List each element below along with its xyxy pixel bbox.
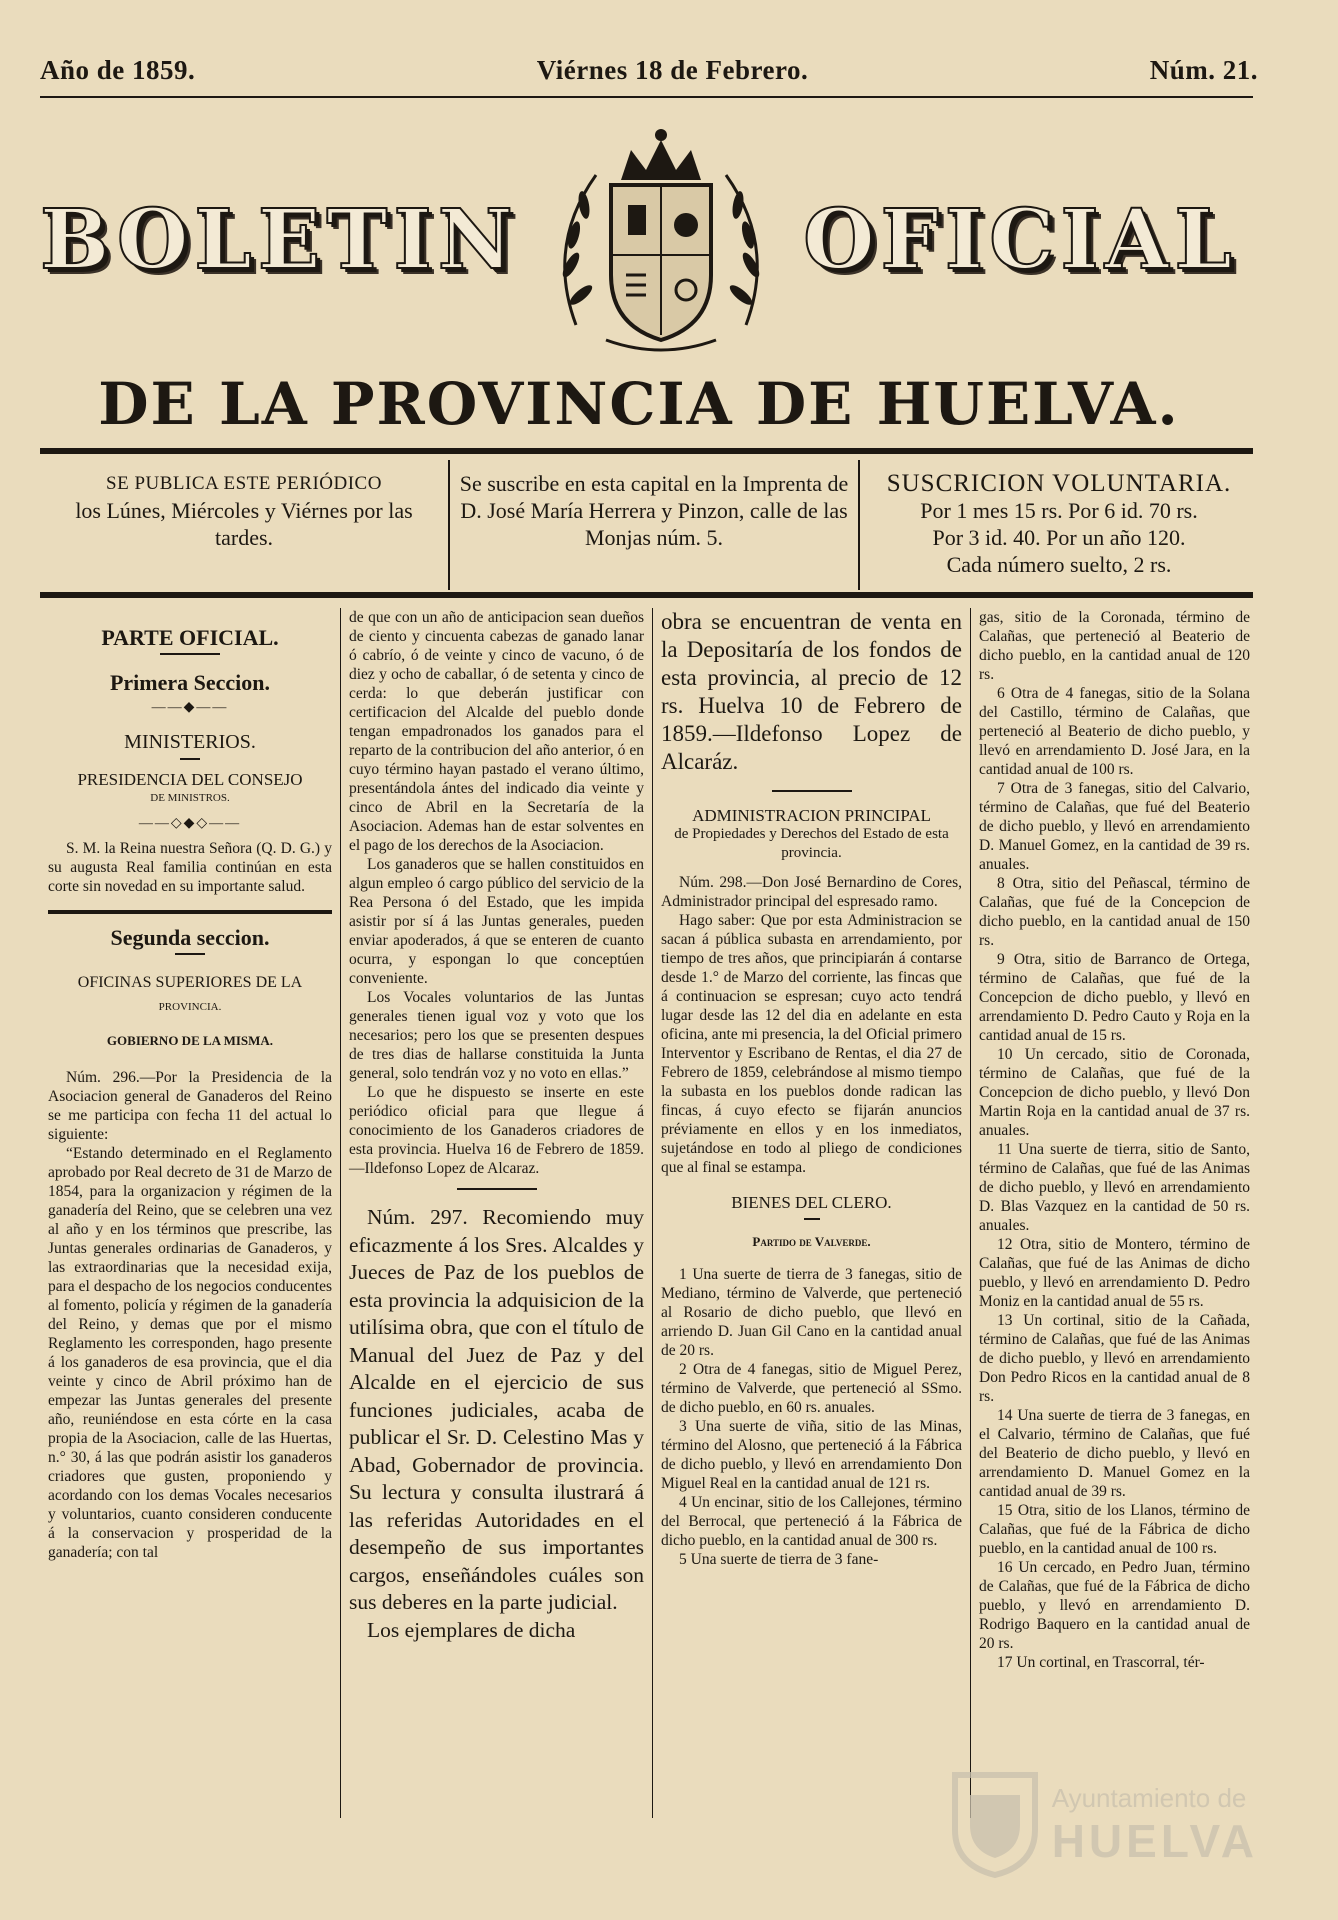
- column-2: [340, 608, 652, 1818]
- notice-296-text: “Estando determinado en el Reglamento aprobado por Real decreto de 31 de Marzo de 1854, para la organizacion y régimen de la ganadería del Reino, que se celebren una vez al año y en los términos que prescribe, las Juntas generales ordinarias de Ganaderos, y las extraordinarias que la necesidad exija, para el despacho de los negocios conducentes al fomento, policía y régimen de la ganadería del Reino, y demas que por el mismo Reglamento les corresponden, hago presente á los ganaderos de esa provincia, que el dia veinte y cinco de Abril próximo han de empezar las Juntas generales del presente año, reuniéndose en esta córte en la casa propia de la Asociacion, calle de las Huertas, n.° 30, á las que podrán asistir los ganaderos criadores que gusten, proponiendo y acordando con los demas Vocales necesarios y voluntarios, cuanto consideren conducente á la conservacion y prosperidad de la ganadería; con tal: [48, 1145, 332, 1561]
- primera-seccion-heading: Primera Seccion.: [109, 670, 271, 695]
- property-item-2: 2 Otra de 4 fanegas, sitio de Miguel Perez, término de Valverde, que perteneció al SSmo. de dicho pueblo, en 60 rs. anuales.: [661, 1361, 962, 1416]
- property-item-15: 15 Otra, sitio de los Llanos, término de Calañas, que fué de la Fábrica de dicho pueblo, en la cantidad anual de 100 rs.: [979, 1502, 1250, 1557]
- property-item-1: 1 Una suerte de tierra de 3 fanegas, sitio de Mediano, término de Valverde, que perteneció al Rosario de dicho pueblo, que llevó en arriendo D. Juan Gil Cano en la cantidad anual de 20 rs.: [661, 1266, 962, 1359]
- property-item-16: 16 Un cercado, en Pedro Juan, término de Calañas, que fué de la Fábrica de dicho pueblo, y llevó en arrendamiento D. Rodrigo Baquero en la cantidad anual de 20 rs.: [979, 1559, 1250, 1652]
- parte-oficial-heading: PARTE OFICIAL.: [101, 625, 279, 650]
- notice-296-closing: Lo que he dispuesto se inserte en este periódico oficial para que llegue á conocimiento de los Ganaderos criadores de esta provincia. Huelva 16 de Febrero de 1859.—Ildefonso Lopez de Alcaraz.: [349, 1084, 644, 1177]
- notice-296-continued: de que con un año de anticipacion sean dueños de ciento y cincuenta cabezas de ganado lanar ó cabrío, ó de veinte y cinco de vacuno, ó de diez y ocho de caballar, ó de setenta y cinco de cerda: lo que deberán justificar con certificacion del Alcalde del pueblo donde tengan empadronados los ganados para el reparto de la contribucion del año anterior, ó en cuyo término hayan pastado el verano último, presentándola ántes del indicado dia veinte y cinco de Abril en la Secretaría de la Asociacion. Ademas han de estar solventes en el pago de los derechos de la Asociacion.: [349, 609, 644, 854]
- prices-line-3: Cada número suelto, 2 rs.: [946, 552, 1172, 577]
- presidencia-heading: PRESIDENCIA DEL CONSEJO: [77, 770, 303, 789]
- divider: [175, 953, 205, 955]
- administracion-subheading: de Propiedades y Derechos del Estado de esta provincia.: [674, 826, 949, 861]
- schedule-body: los Lúnes, Miércoles y Viérnes por las tardes.: [75, 498, 413, 550]
- notice-296-intro: Núm. 296.—Por la Presidencia de la Asociacion general de Ganaderos del Reino se me participa con fecha 11 del actual lo siguiente:: [48, 1069, 332, 1143]
- publication-schedule: [40, 460, 450, 590]
- notice-297-end: obra se encuentran de venta en la Depositaría de los fondos de esta provincia, al precio de 12 rs. Huelva 10 de Febrero de 1859.—Ildefonso Lopez de Alcaráz.: [661, 609, 962, 774]
- divider: [804, 1218, 820, 1220]
- divider: [772, 790, 852, 792]
- subscription-info: [40, 460, 1258, 590]
- divider: [160, 653, 220, 655]
- issue-number: Núm. 21.: [1149, 54, 1258, 85]
- subscription-place-body: Se suscribe en esta capital en la Imprenta de D. José María Herrera y Pinzon, calle de las Monjas núm. 5.: [459, 471, 849, 550]
- divider: [457, 1188, 537, 1190]
- masthead-subtitle: DE LA PROVINCIA DE HUELVA.: [98, 370, 1180, 438]
- watermark-line-2: HUELVA: [1051, 1814, 1258, 1867]
- coat-of-arms-icon: [536, 125, 786, 355]
- notice-297-continued: Los ejemplares de dicha: [367, 1617, 576, 1642]
- ornament-divider: ——◇◆◇——: [138, 816, 242, 831]
- schedule-head: SE PUBLICA ESTE PERIÓDICO: [106, 473, 382, 494]
- property-item-17: 17 Un cortinal, en Trascorral, tér-: [997, 1654, 1205, 1671]
- property-item-7: 7 Otra de 3 fanegas, sitio del Calvario, término de Calañas, que fué del Beaterio de dicho pueblo, y llevó en arrendamiento D. Manuel Gomez, en la cantidad de 39 rs. anuales.: [979, 780, 1250, 873]
- property-item-10: 10 Un cercado, sitio de Coronada, término de Calañas, que fué de la Concepcion de dicho pueblo, y llevó Don Martin Roja en la cantidad anual de 37 rs. anuales.: [979, 1046, 1250, 1139]
- de-ministros-heading: DE MINISTROS.: [150, 792, 230, 804]
- prices-line-1: Por 1 mes 15 rs. Por 6 id. 70 rs.: [920, 498, 1198, 523]
- bienes-heading: BIENES DEL CLERO.: [731, 1193, 892, 1212]
- property-item-8: 8 Otra, sitio del Peñascal, término de Calañas, que fué de la Concepcion de dicho pueblo, en la cantidad anual de 150 rs.: [979, 875, 1250, 949]
- column-3: [652, 608, 970, 1818]
- archive-watermark: [950, 1770, 1258, 1880]
- subscription-place: [450, 460, 860, 590]
- info-top-rule: [40, 448, 1253, 454]
- property-item-14: 14 Una suerte de tierra de 3 fanegas, en el Calvario, término de Calañas, que fué del Beaterio de dicho pueblo, y llevó en arrendamiento D. Manuel Gomez en la cantidad anual de 39 rs.: [979, 1407, 1250, 1500]
- subscription-prices: [860, 460, 1258, 590]
- notice-298-intro: Núm. 298.—Don José Bernardino de Cores, Administrador principal del espresado ramo.: [661, 874, 962, 910]
- property-item-13: 13 Un cortinal, sitio de la Cañada, término de Calañas, que fué de las Animas de dicho pueblo, y llevó en arrendamiento Don Pedro Ricos en la cantidad anual de 8 rs.: [979, 1312, 1250, 1405]
- divider: [180, 758, 200, 760]
- notice-296-voluntary-members: Los Vocales voluntarios de las Juntas generales tienen igual voz y voto que los necesarios; pero los que se presenten despues de tres dias de hallarse constituida la Junta general, solo tendrán voz y no voto en ellas.”: [349, 989, 644, 1082]
- issue-date: Viérnes 18 de Febrero.: [536, 54, 809, 85]
- masthead-word-right: OFICIAL: [803, 192, 1238, 288]
- column-1: [40, 608, 340, 1818]
- property-item-4: 4 Un encinar, sitio de los Callejones, término del Berrocal, que perteneció á la Fábrica de dicho pueblo, en la cantidad anual de 300 rs.: [661, 1494, 962, 1549]
- partido-heading: Partido de Valverde.: [752, 1234, 871, 1249]
- notice-296-public-servants: Los ganaderos que se hallen constituidos en algun empleo ó cargo público del servicio de la Rea Persona ó del Estado, que les impida asistir por sí á las Juntas generales, pueden enviar apoderados, á que se enteren de cuanto ocurra, y espongan lo que conceptúen conveniente.: [349, 856, 644, 987]
- property-item-9: 9 Otra, sitio de Barranco de Ortega, término de Calañas, que fué de la Concepcion de dicho pueblo, y llevó en arrendamiento D. Pedro Cauto y Roja en la cantidad anual de 15 rs.: [979, 951, 1250, 1044]
- issue-year: Año de 1859.: [40, 54, 196, 85]
- prices-head: SUSCRICION VOLUNTARIA.: [886, 470, 1232, 497]
- property-item-11: 11 Una suerte de tierra, sitio de Santo, término de Calañas, que fué de las Animas de dicho pueblo, y llevó en arrendamiento D. Blas Vazquez en la cantidad de 50 rs. anuales.: [979, 1141, 1250, 1234]
- administracion-heading: ADMINISTRACION PRINCIPAL: [692, 806, 931, 825]
- column-4: [970, 608, 1258, 1818]
- article-columns: [40, 608, 1258, 1818]
- royal-health-notice: S. M. la Reina nuestra Señora (Q. D. G.) y su augusta Real familia continúan en esta corte sin novedad en su importante salud.: [48, 840, 332, 895]
- provincia-heading: PROVINCIA.: [158, 1001, 222, 1013]
- prices-line-2: Por 3 id. 40. Por un año 120.: [932, 525, 1186, 550]
- property-item-12: 12 Otra, sitio de Montero, término de Calañas, que fué de las Animas de dicho pueblo, y llevó en arrendamiento D. Pedro Moniz en la cantidad anual de 55 rs.: [979, 1236, 1250, 1310]
- notice-297-text: Núm. 297. Recomiendo muy eficazmente á los Sres. Alcaldes y Jueces de Paz de los pueblos de esta provincia la adquisicion de la utilísima obra, que con el título de Manual del Juez de Paz y del Alcalde en el ejercicio de sus funciones judiciales, acaba de publicar el Sr. D. Celestino Mas y Abad, Gobernador de provincia. Su lectura y consulta ilustrará á las referidas Autoridades en el desempeño de sus importantes cargos, enseñándoles cuáles son sus deberes en la parte judicial.: [349, 1205, 644, 1614]
- watermark-line-1: Ayuntamiento de: [1051, 1782, 1247, 1813]
- shield-icon: [950, 1770, 1040, 1880]
- ministerios-heading: MINISTERIOS.: [124, 731, 256, 753]
- header-rule: [40, 96, 1253, 98]
- gobierno-heading: GOBIERNO DE LA MISMA.: [106, 1033, 274, 1048]
- masthead: [40, 120, 1238, 360]
- property-item-3: 3 Una suerte de viña, sitio de las Minas, término del Alosno, que perteneció á la Fábrica de dicho pueblo, y llevó en arrendamiento Don Miguel Real en la cantidad anual de 121 rs.: [661, 1418, 962, 1492]
- property-item-6: 6 Otra de 4 fanegas, sitio de la Solana del Castillo, término de Calañas, que perteneció al Beaterio de dicho pueblo, y llevó en arrendamiento D. José Jara, en la cantidad anual de 100 rs.: [979, 685, 1250, 778]
- info-bottom-rule: [40, 592, 1253, 598]
- header-line: [40, 40, 1258, 100]
- segunda-seccion-heading: Segunda seccion.: [110, 925, 270, 950]
- masthead-word-left: BOLETIN: [40, 192, 519, 288]
- oficinas-heading: OFICINAS SUPERIORES DE LA: [77, 974, 303, 991]
- section-rule: [48, 910, 332, 914]
- property-item-5-continued: gas, sitio de la Coronada, término de Calañas, que perteneció al Beaterio de dicho pueblo, en la cantidad anual de 120 rs.: [979, 609, 1250, 683]
- property-item-5: 5 Una suerte de tierra de 3 fane-: [679, 1551, 879, 1568]
- notice-298-text: Hago saber: Que por esta Administracion se sacan á pública subasta en arrendamiento, por tiempo de tres años, que principiarán á contarse desde 1.° de Marzo del corriente, las fincas que á continuacion se espresan; cuyo acto tendrá lugar desde las 12 del dia en adelante en esta oficina, ante mi presencia, la del Oficial primero Interventor y Escribano de Rentas, el dia 27 de Febrero de 1859, celebrándose al mismo tiempo la subasta en los pueblos donde radican las fincas, á cuyo efecto se fijarán anuncios préviamente en ellos y en los inmediatos, sujetándose en todo al pliego de condiciones que al final se estampa.: [661, 912, 962, 1176]
- ornament-divider: ——◆——: [151, 700, 229, 715]
